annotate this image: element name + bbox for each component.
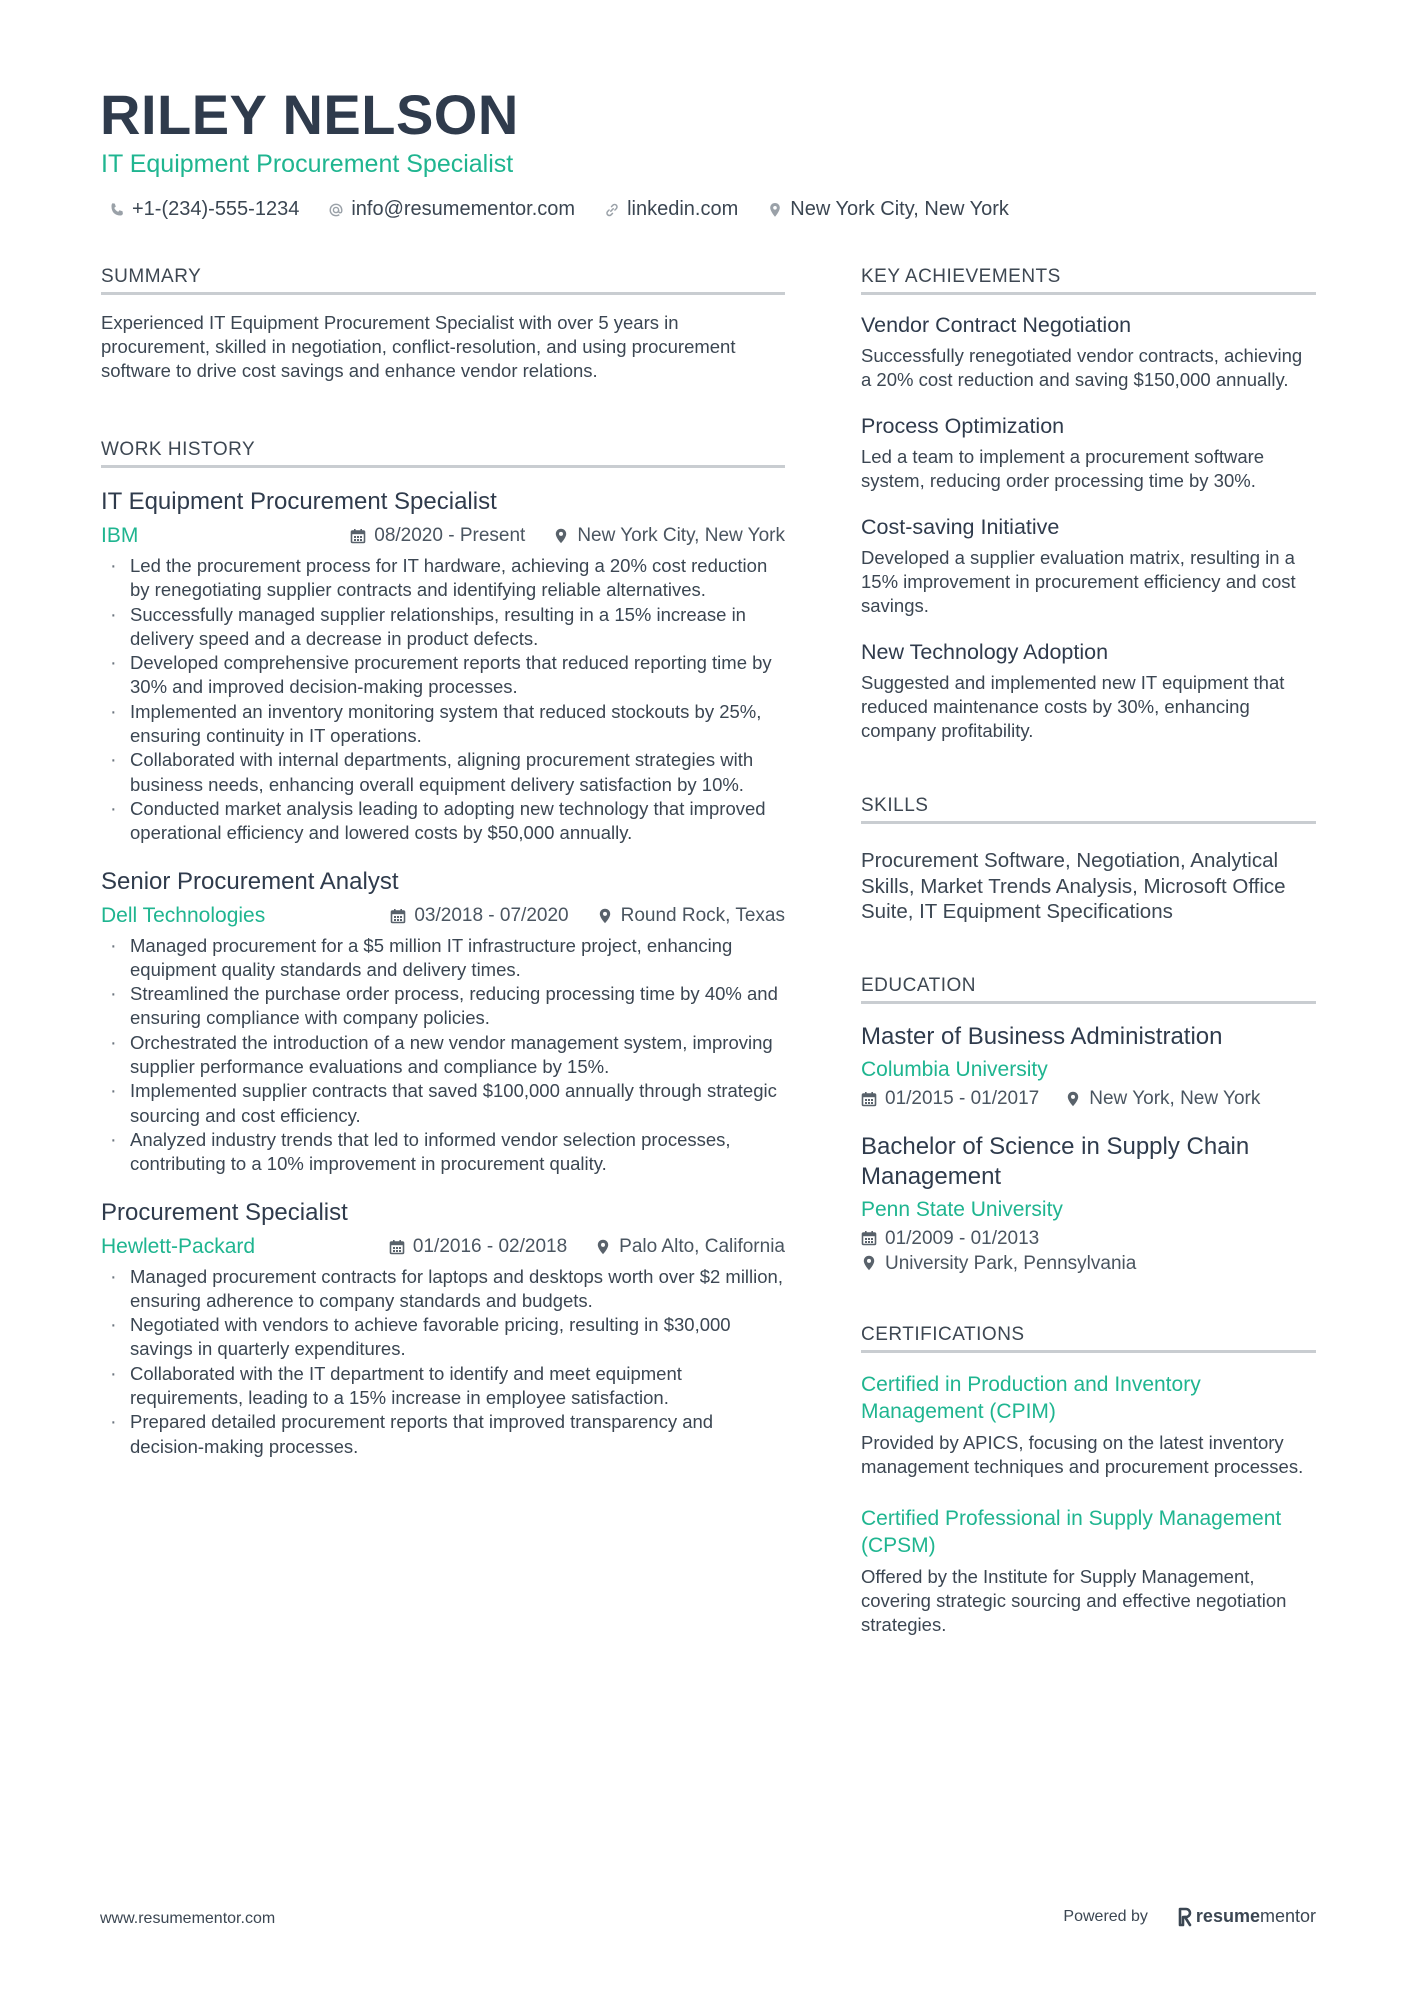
education-school: Columbia University — [861, 1057, 1048, 1081]
work-history-heading: WORK HISTORY — [101, 439, 785, 468]
work-history-section — [101, 439, 785, 1459]
education-location — [1065, 1088, 1260, 1110]
education-location-text: University Park, Pennsylvania — [885, 1252, 1137, 1274]
education-dates-text: 01/2015 - 01/2017 — [885, 1087, 1040, 1109]
achievements-section — [861, 266, 1316, 743]
education-heading: EDUCATION — [861, 975, 1316, 1004]
location-pin-icon — [595, 1239, 611, 1255]
right-column — [861, 266, 1316, 1637]
job-meta — [101, 904, 785, 928]
job-location-text: Round Rock, Texas — [620, 904, 785, 926]
resumementor-logo-icon — [1178, 1907, 1192, 1927]
certifications-heading: CERTIFICATIONS — [861, 1324, 1316, 1353]
education-school: Penn State University — [861, 1197, 1063, 1221]
certifications-section — [861, 1324, 1316, 1637]
job-dates — [389, 1236, 567, 1258]
calendar-icon — [861, 1091, 877, 1107]
link-icon — [603, 201, 621, 219]
achievement-desc: Suggested and implemented new IT equipment that reduced maintenance costs by 30%, enhancing company profitability. — [861, 672, 1285, 741]
education-location — [861, 1251, 1316, 1276]
achievement-title: Cost-saving Initiative — [861, 515, 1060, 539]
brand-bold: resume — [1195, 1906, 1260, 1926]
calendar-icon — [389, 1239, 405, 1255]
certification-title: Certified Professional in Supply Management (CPSM) — [861, 1506, 1282, 1557]
job-location — [595, 1236, 785, 1258]
location-text: New York City, New York — [790, 198, 1009, 220]
bullet-item: · Managed procurement for a $5 million IT infrastructure project, enhancing equipment quality standards and delivery times. — [101, 934, 785, 983]
job-location — [553, 525, 785, 547]
education-dates — [861, 1226, 1316, 1251]
summary-text: Experienced IT Equipment Procurement Specialist with over 5 years in procurement, skilled in negotiation, conflict-resolution, and using procurement software to drive cost savings and enhance vendor relations. — [101, 312, 736, 381]
company-name: Dell Technologies — [101, 903, 266, 927]
certification-title: Certified in Production and Inventory Management (CPIM) — [861, 1372, 1201, 1423]
location-pin-icon — [597, 908, 613, 924]
calendar-icon — [350, 528, 366, 544]
bullet-item: · Analyzed industry trends that led to informed vendor selection processes, contributing to a 10% improvement in procurement quality. — [101, 1128, 785, 1177]
job-meta — [101, 1235, 785, 1259]
job-meta — [101, 524, 785, 548]
contact-linkedin[interactable] — [603, 198, 738, 221]
summary-section — [101, 266, 785, 383]
linkedin-text: linkedin.com — [627, 198, 739, 220]
job-title: Procurement Specialist — [101, 1198, 348, 1226]
candidate-role: IT Equipment Procurement Specialist — [101, 150, 514, 178]
brand-light: mentor — [1259, 1906, 1316, 1926]
skills-section — [861, 795, 1316, 925]
certification-desc: Offered by the Institute for Supply Management, covering strategic sourcing and effective negotiation strategies. — [861, 1565, 1287, 1635]
job-entry — [101, 1199, 785, 1459]
education-degree: Master of Business Administration — [861, 1022, 1223, 1050]
certification-desc: Provided by APICS, focusing on the latest inventory management techniques and procurement processes. — [861, 1431, 1304, 1477]
skills-heading: SKILLS — [861, 795, 1316, 824]
achievement-title: Vendor Contract Negotiation — [861, 313, 1132, 337]
bullet-item: · Collaborated with internal departments, aligning procurement strategies with business needs, enhancing overall equipment delivery satisfaction by 10%. — [101, 748, 785, 797]
job-title: IT Equipment Procurement Specialist — [101, 488, 497, 515]
left-column — [101, 266, 785, 1459]
education-location-text: New York, New York — [1089, 1087, 1261, 1109]
company-name: IBM — [101, 524, 139, 547]
contact-phone[interactable] — [108, 198, 299, 221]
bullet-item: · Collaborated with the IT department to identify and meet equipment requirements, leading to a 15% increase in employee satisfaction. — [101, 1362, 785, 1411]
job-bullets — [101, 554, 785, 846]
contact-email[interactable] — [327, 198, 575, 221]
job-dates-text: 08/2020 - Present — [374, 525, 526, 546]
resumementor-logo[interactable] — [1178, 1906, 1316, 1927]
skills-text: Procurement Software, Negotiation, Analytical Skills, Market Trends Analysis, Microsoft Office Suite, IT Equipment Specifications — [861, 849, 1286, 923]
bullet-item: · Managed procurement contracts for laptops and desktops worth over $2 million, ensuring adherence to company standards and budgets. — [101, 1265, 785, 1314]
phone-text: +1-(234)-555-1234 — [132, 198, 300, 220]
job-meta-right — [322, 525, 785, 547]
bullet-item: · Developed comprehensive procurement reports that reduced reporting time by 30% and improved decision-making processes. — [101, 651, 785, 700]
job-entry — [101, 868, 785, 1177]
achievement-item — [861, 515, 1316, 618]
bullet-item: · Implemented an inventory monitoring system that reduced stockouts by 25%, ensuring continuity in IT operations. — [101, 700, 785, 749]
job-dates — [390, 905, 568, 927]
at-icon — [327, 201, 345, 219]
calendar-icon — [861, 1230, 877, 1246]
calendar-icon — [390, 908, 406, 924]
education-dates-text: 01/2009 - 01/2013 — [885, 1227, 1040, 1249]
achievement-item — [861, 640, 1316, 743]
certification-item — [861, 1371, 1316, 1479]
footer-website[interactable]: www.resumementor.com — [100, 1910, 276, 1927]
job-meta-right — [361, 1236, 785, 1258]
footer-brand — [1063, 1906, 1316, 1927]
location-pin-icon — [766, 201, 784, 219]
education-section — [861, 975, 1316, 1276]
education-item — [861, 1022, 1316, 1110]
job-location-text: Palo Alto, California — [619, 1235, 785, 1257]
contact-location — [766, 198, 1009, 221]
job-location — [597, 905, 785, 927]
contact-bar — [108, 198, 1037, 221]
job-entry — [101, 488, 785, 846]
phone-icon — [108, 201, 126, 219]
job-dates-text: 03/2018 - 07/2020 — [414, 904, 569, 926]
education-meta — [861, 1226, 1316, 1276]
education-item — [861, 1132, 1316, 1276]
achievement-title: New Technology Adoption — [861, 640, 1109, 664]
company-name: Hewlett-Packard — [101, 1234, 256, 1258]
location-pin-icon — [553, 528, 569, 544]
job-dates-text: 01/2016 - 02/2018 — [412, 1235, 568, 1257]
education-dates — [861, 1088, 1039, 1110]
bullet-item: · Conducted market analysis leading to adopting new technology that improved operational efficiency and lowered costs by $50,000 annually. — [101, 797, 785, 846]
location-pin-icon — [1065, 1091, 1081, 1107]
achievement-item — [861, 414, 1316, 493]
education-degree: Bachelor of Science in Supply Chain Management — [861, 1132, 1250, 1190]
summary-heading: SUMMARY — [101, 266, 785, 295]
achievement-desc: Developed a supplier evaluation matrix, resulting in a 15% improvement in procurement efficiency and cost savings. — [861, 547, 1296, 616]
powered-by-label: Powered by — [1063, 1907, 1148, 1925]
bullet-item: · Streamlined the purchase order process, reducing processing time by 40% and ensuring compliance with company policies. — [101, 982, 785, 1031]
email-text: info@resumementor.com — [351, 198, 576, 220]
achievements-heading: KEY ACHIEVEMENTS — [861, 266, 1316, 295]
job-bullets — [101, 934, 785, 1177]
bullet-item: · Implemented supplier contracts that saved $100,000 annually through strategic sourcing and cost efficiency. — [101, 1079, 785, 1128]
achievement-desc: Successfully renegotiated vendor contracts, achieving a 20% cost reduction and saving $150,000 annually. — [861, 345, 1303, 390]
candidate-name: RILEY NELSON — [100, 83, 519, 146]
job-bullets — [101, 1265, 785, 1459]
location-pin-icon — [861, 1255, 877, 1271]
job-location-text: New York City, New York — [577, 525, 785, 546]
certification-item — [861, 1505, 1316, 1637]
bullet-item: · Led the procurement process for IT hardware, achieving a 20% cost reduction by renegotiating supplier contracts and identifying reliable alternatives. — [101, 554, 785, 603]
achievement-item — [861, 313, 1316, 392]
achievement-desc: Led a team to implement a procurement software system, reducing order processing time by 30%. — [861, 446, 1265, 491]
bullet-item: · Prepared detailed procurement reports that improved transparency and decision-making processes. — [101, 1410, 785, 1459]
job-meta-right — [362, 905, 785, 927]
bullet-item: · Negotiated with vendors to achieve favorable pricing, resulting in $30,000 savings in quarterly expenditures. — [101, 1313, 785, 1362]
achievement-title: Process Optimization — [861, 414, 1065, 438]
bullet-item: · Orchestrated the introduction of a new vendor management system, improving supplier performance evaluations and compliance by 15%. — [101, 1031, 785, 1080]
job-dates — [350, 525, 525, 547]
job-title: Senior Procurement Analyst — [101, 867, 399, 895]
bullet-item: · Successfully managed supplier relationships, resulting in a 15% increase in delivery speed and a decrease in product defects. — [101, 603, 785, 652]
education-meta — [861, 1088, 1316, 1110]
